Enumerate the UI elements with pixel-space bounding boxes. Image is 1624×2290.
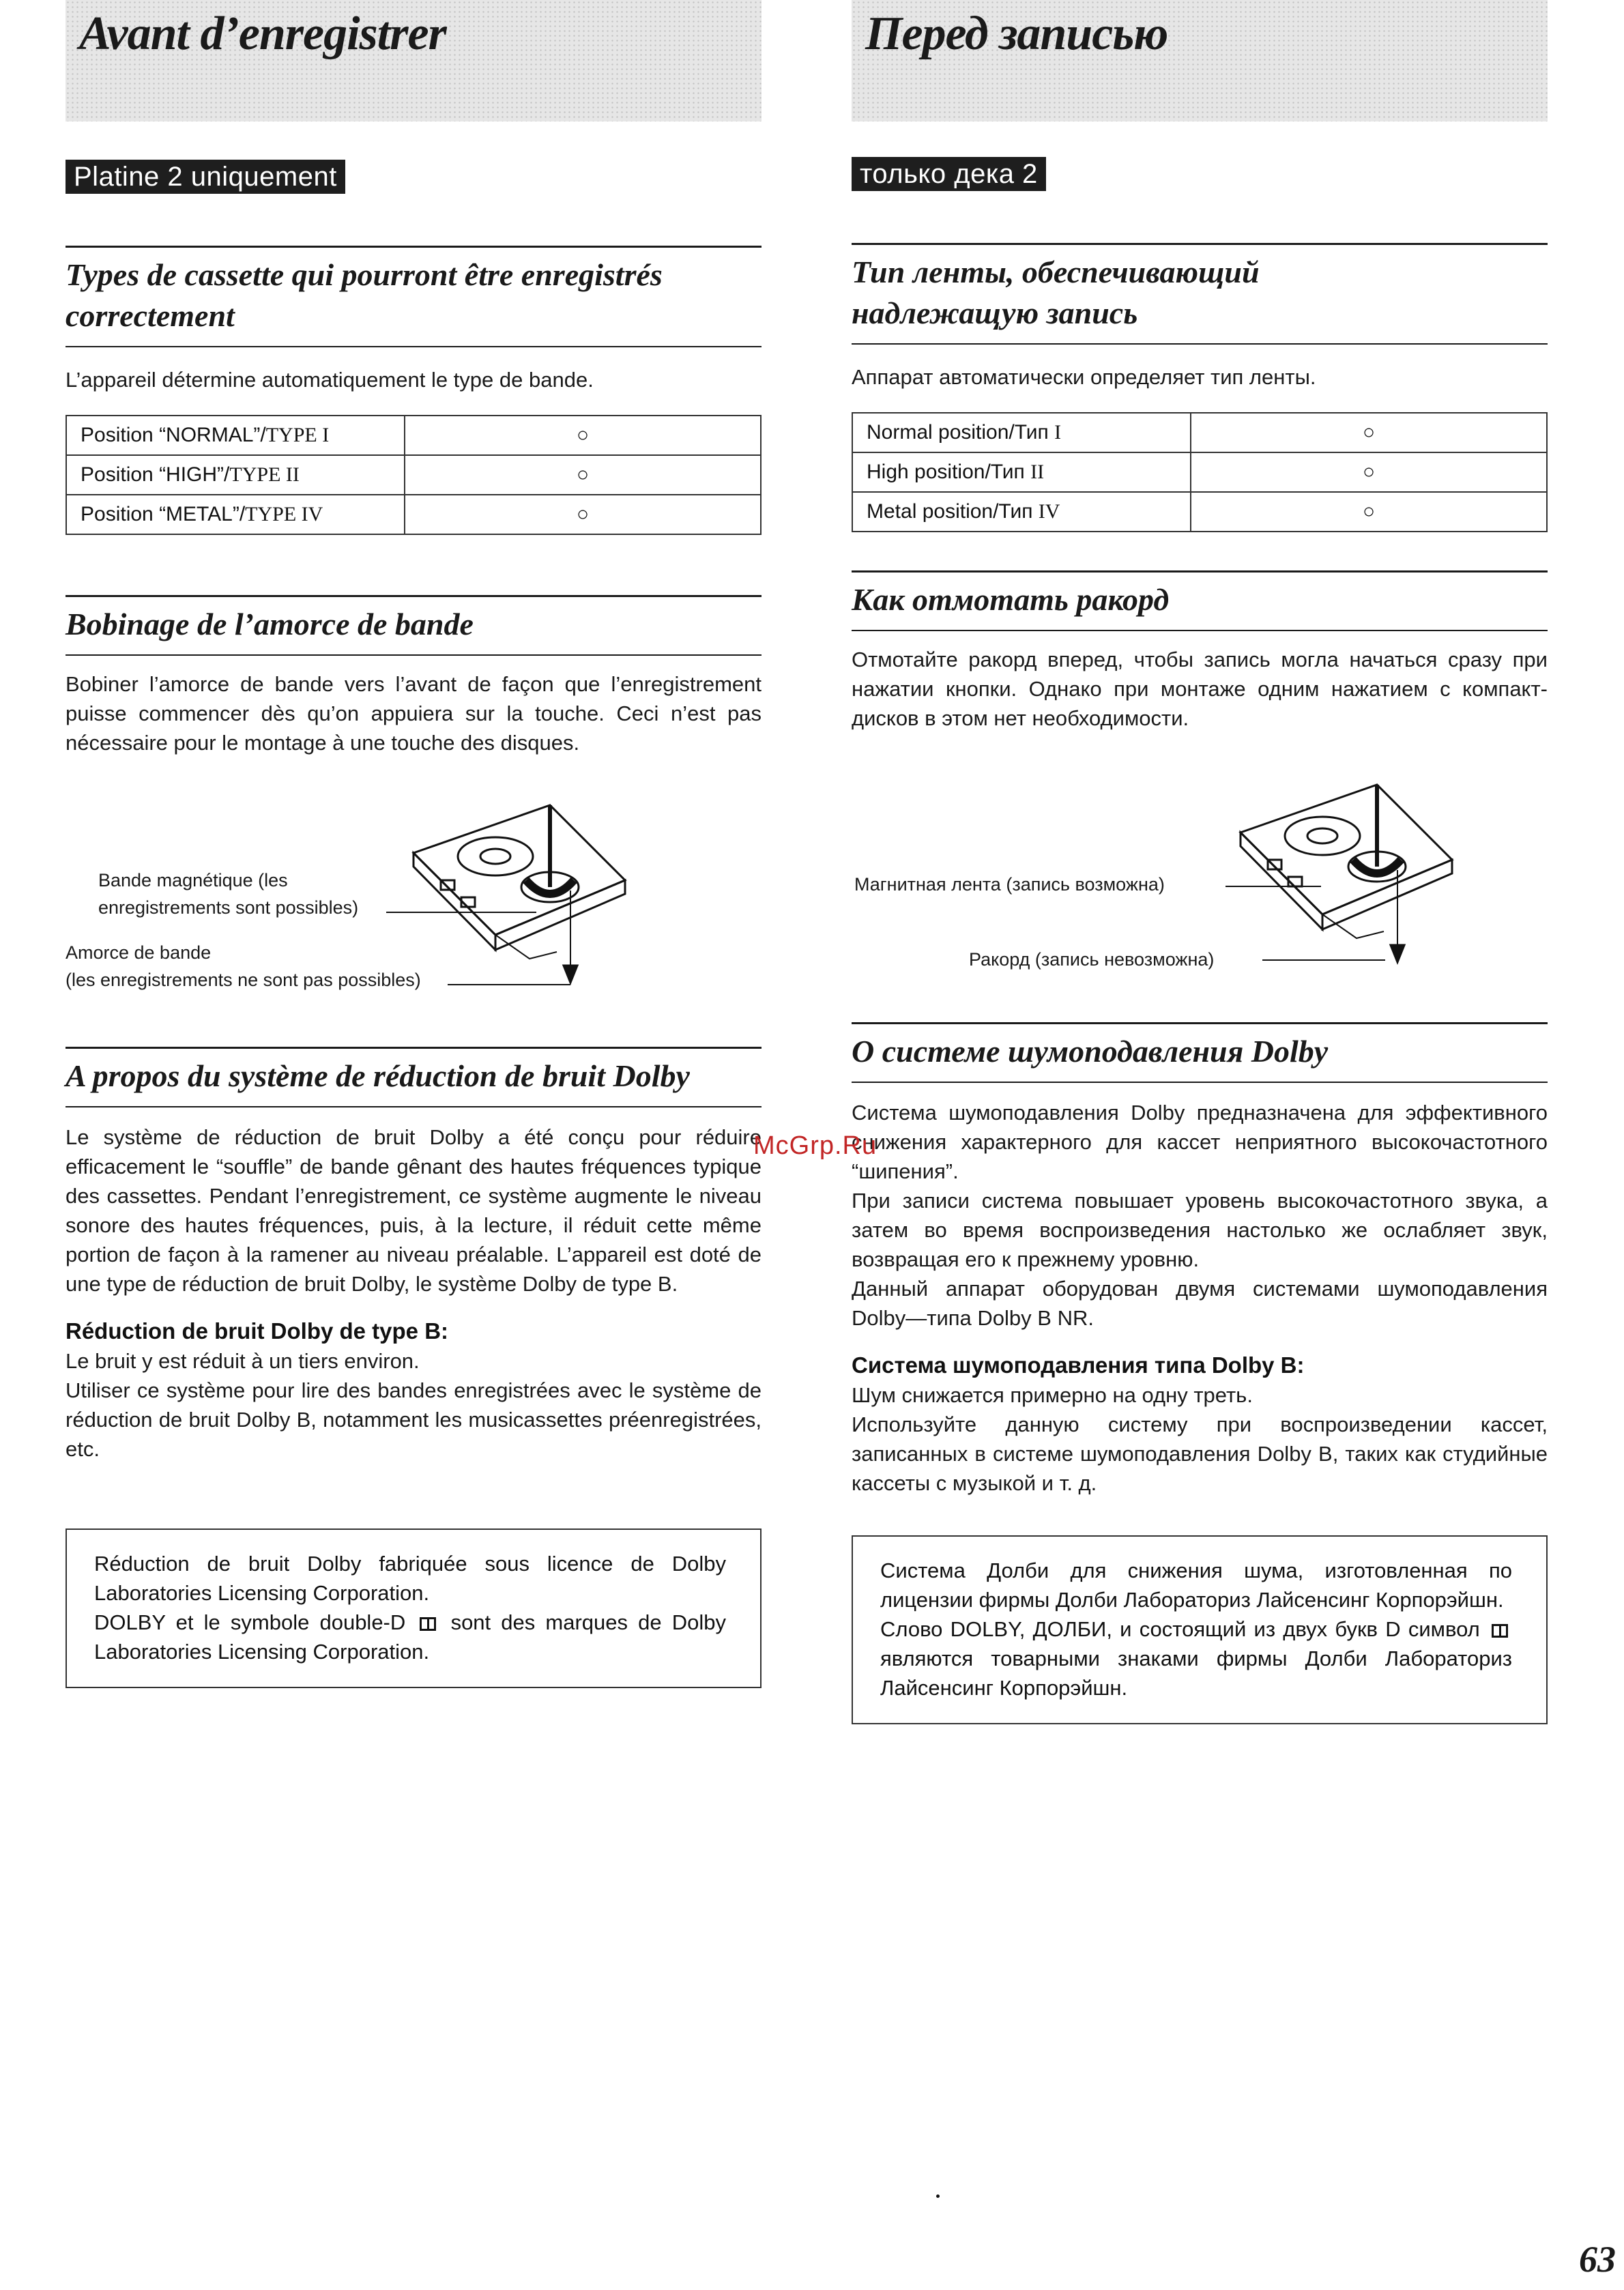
dolby-double-d-icon: [420, 1617, 436, 1631]
french-leader-text: Bobiner l’amorce de bande vers l’avant de façon que l’enregistrement puisse commencer dès qu’on appuiera sur la touche. Ceci n’est pas nécessaire pour le montage à une touche des disques.: [66, 672, 762, 755]
french-types-intro: L’appareil détermine automatiquement le type de bande.: [66, 368, 594, 392]
compatible-mark: ○: [405, 455, 761, 495]
french-dolby-heading: A propos du système de réduction de bruit Dolby: [66, 1047, 762, 1107]
page-number: 63: [1579, 2239, 1616, 2280]
russian-tape-pointer-line: [1226, 886, 1321, 887]
french-label-magnetic-tape: [98, 867, 358, 921]
russian-types-intro: Аппарат автоматически определяет тип ленты.: [852, 365, 1316, 389]
compatible-mark: ○: [1191, 452, 1547, 492]
russian-trademark-note: [852, 1535, 1548, 1724]
french-types-section: [66, 246, 762, 535]
russian-dolby-text1: Система шумоподавления Dolby предназначена для эффективного снижения характерного для кассет неприятного высокочастотного “шипения”.: [852, 1101, 1548, 1183]
tape-type-label: Metal position/Тип IV: [852, 492, 1191, 532]
table-row: [852, 452, 1547, 492]
russian-dolby-b-text1: Шум снижается примерно на одну треть.: [852, 1383, 1253, 1407]
watermark: McGrp.Ru: [753, 1131, 878, 1160]
french-note-line1: Réduction de bruit Dolby fabriquée sous licence de Dolby Laboratories Licensing Corporation.: [94, 1552, 726, 1605]
french-leader-heading: Bobinage de l’amorce de bande: [66, 595, 762, 656]
dolby-double-d-icon: [1492, 1624, 1508, 1638]
tape-type-label: High position/Тип II: [852, 452, 1191, 492]
table-row: [66, 416, 761, 455]
table-row: [852, 413, 1547, 452]
tape-type-label: Position “METAL”/TYPE IV: [66, 495, 405, 534]
french-tape-type-table: [66, 415, 762, 535]
russian-page-title: Перед записью: [865, 8, 1168, 60]
russian-dolby-b-text2: Используйте данную систему при воспроизведении кассет, записанных в системе шумоподавления Dolby B, таких как студийные кассеты с музыкой и т. д.: [852, 1412, 1548, 1495]
cassette-leader-illustration: [393, 798, 714, 1003]
french-types-heading-line2: correctement: [66, 298, 235, 333]
french-label-tape-line2: enregistrements sont possibles): [98, 897, 359, 918]
cassette-leader-illustration: [1220, 778, 1541, 983]
french-note-line2: DOLBY et le symbole double-D sont des marques de Dolby Laboratories Licensing Corporation.: [94, 1610, 727, 1664]
russian-leader-text: Отмотайте ракорд вперед, чтобы запись могла начаться сразу при нажатии кнопки. Однако при монтаже одним нажатием с компакт-дисков в этом нет необходимости.: [852, 648, 1548, 730]
russian-types-heading-line2: надлежащую запись: [852, 295, 1138, 330]
french-label-leader-line1: Amorce de bande: [66, 942, 212, 963]
russian-dolby-heading: О системе шумоподавления Dolby: [852, 1022, 1548, 1083]
compatible-mark: ○: [1191, 492, 1547, 532]
tape-type-label: Normal position/Тип I: [852, 413, 1191, 452]
french-leader-pointer-line: [448, 984, 570, 985]
french-types-heading-line1: Types de cassette qui pourront être enregistrés: [66, 257, 663, 292]
russian-dolby-text2: При записи система повышает уровень высокочастотного звука, а затем во время воспроизведения настолько же ослабляет звук, возвращая его к прежнему уровню.: [852, 1189, 1548, 1271]
table-row: [66, 495, 761, 534]
french-title-banner: [66, 0, 762, 121]
russian-dolby-section: [852, 1022, 1548, 1498]
french-page-title: Avant d’enregistrer: [79, 8, 446, 60]
stray-dot: [936, 2194, 940, 2198]
compatible-mark: ○: [405, 495, 761, 534]
russian-title-banner: [852, 0, 1548, 121]
table-row: [66, 455, 761, 495]
compatible-mark: ○: [405, 416, 761, 455]
table-row: [852, 492, 1547, 532]
russian-note-line1: Система Долби для снижения шума, изготовленная по лицензии фирмы Долби Лабораториз Лайсенсинг Корпорэйшн.: [880, 1559, 1512, 1612]
french-dolby-b-text1: Le bruit y est réduit à un tiers environ.: [66, 1349, 420, 1373]
russian-types-heading: [852, 243, 1548, 345]
compatible-mark: ○: [1191, 413, 1547, 452]
russian-types-heading-line1: Тип ленты, обеспечивающий: [852, 255, 1260, 289]
russian-tape-type-table: [852, 412, 1548, 532]
russian-types-section: [852, 243, 1548, 532]
french-types-heading: [66, 246, 762, 347]
russian-dolby-text3: Данный аппарат оборудован двумя системами шумоподавления Dolby—типа Dolby B NR.: [852, 1277, 1548, 1330]
russian-dolby-b-heading: Система шумоподавления типа Dolby B:: [852, 1352, 1305, 1378]
russian-label-magnetic-tape: Магнитная лента (запись возможна): [854, 874, 1165, 895]
french-leader-section: [66, 595, 762, 757]
tape-type-label: Position “NORMAL”/TYPE I: [66, 416, 405, 455]
russian-leader-section: [852, 570, 1548, 733]
french-dolby-section: [66, 1047, 762, 1464]
french-label-leader: [66, 939, 421, 994]
russian-leader-heading: Как отмотать ракорд: [852, 570, 1548, 631]
french-dolby-text: Le système de réduction de bruit Dolby a été conçu pour réduire efficacement le “souffle” de bande gênant des hautes fréquences typique des cassettes. Pendant l’enregistrement, ce système augmente le niveau sonore des hautes fréquences, puis, à la lecture, il réduit cette même portion de façon à la ramener au niveau préalable. L’appareil est doté de une type de réduction de bruit Dolby, le système Dolby de type B.: [66, 1125, 762, 1296]
french-dolby-b-heading: Réduction de bruit Dolby de type B:: [66, 1318, 449, 1344]
french-label-tape-line1: Bande magnétique (les: [98, 870, 288, 890]
french-dolby-b-text2: Utiliser ce système pour lire des bandes enregistrées avec le système de réduction de bruit Dolby B, notamment les musicassettes préenregistrées, etc.: [66, 1378, 762, 1461]
french-deck-badge: Platine 2 uniquement: [66, 160, 345, 194]
russian-note-line2: Слово DOLBY, ДОЛБИ, и состоящий из двух букв D символ являются товарными знаками фирмы Долби Лабораториз Лайсенсинг Корпорэйшн.: [880, 1617, 1512, 1700]
russian-label-leader: Ракорд (запись невозможна): [969, 949, 1215, 970]
russian-leader-pointer-line: [1262, 959, 1385, 961]
french-tape-pointer-line: [386, 912, 536, 913]
french-trademark-note: [66, 1528, 762, 1688]
russian-deck-badge: только дека 2: [852, 157, 1046, 191]
tape-type-label: Position “HIGH”/TYPE II: [66, 455, 405, 495]
french-label-leader-line2: (les enregistrements ne sont pas possibles): [66, 970, 421, 990]
